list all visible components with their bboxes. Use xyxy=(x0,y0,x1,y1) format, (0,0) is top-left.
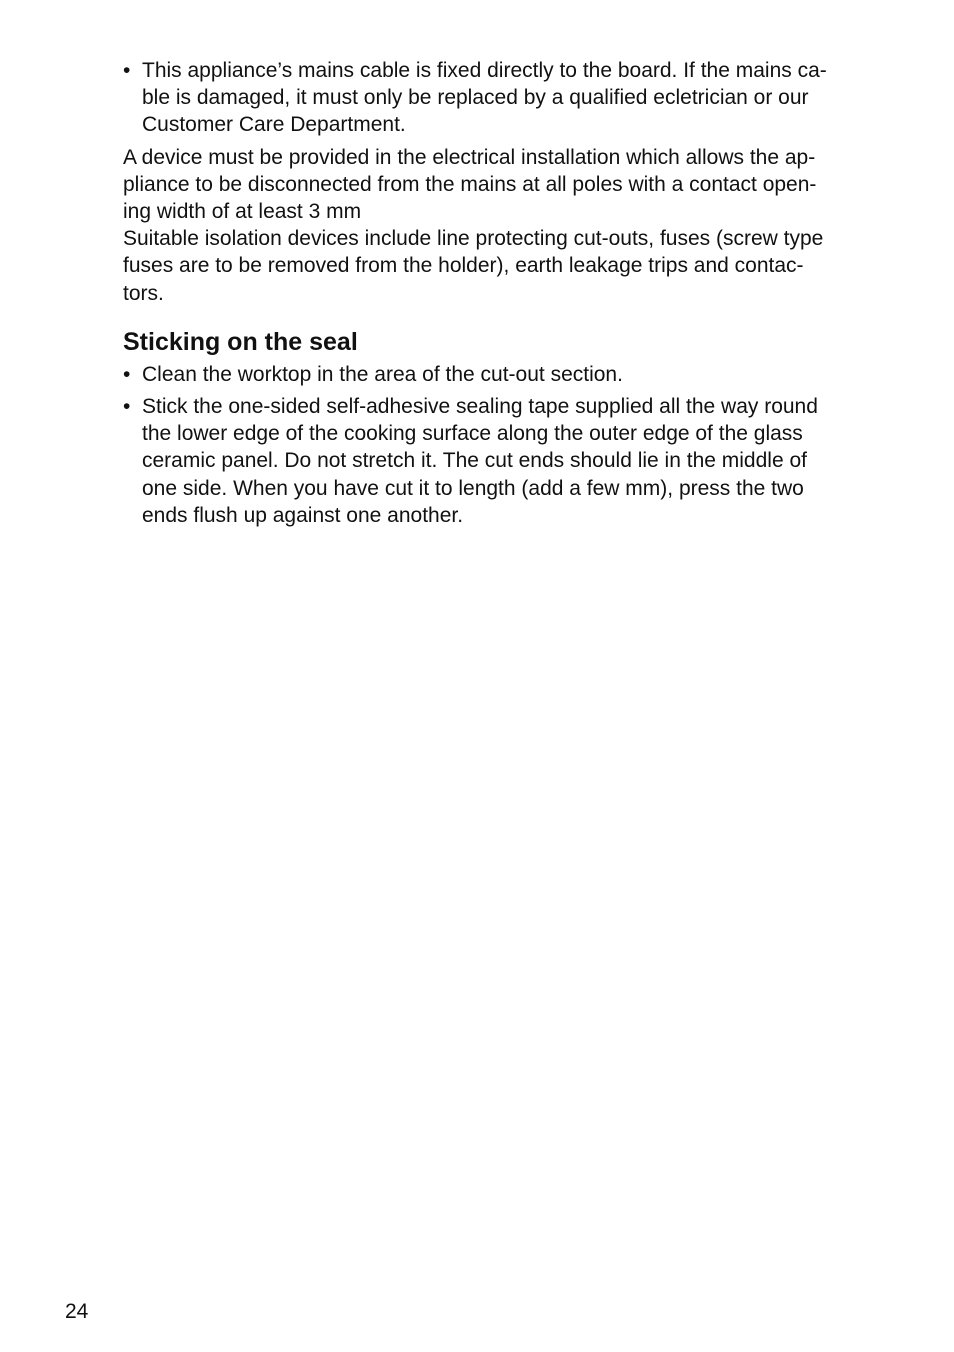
text-line: ing width of at least 3 mm xyxy=(123,200,362,224)
bullet-glyph: • xyxy=(123,59,131,82)
text-line: tors. xyxy=(123,281,164,305)
text-line: This appliance’s mains cable is fixed directly to the board. If the mains ca- xyxy=(142,59,827,82)
paragraph-disconnect-device xyxy=(123,144,893,226)
text-line: ends flush up against one another. xyxy=(142,503,464,527)
section-heading: Sticking on the seal xyxy=(123,327,358,356)
list-item-mains-cable xyxy=(123,57,893,139)
text-line: A device must be provided in the electrical installation which allows the ap- xyxy=(123,145,816,169)
page-content xyxy=(123,57,893,534)
bullet-glyph: • xyxy=(123,395,131,419)
text-line: fuses are to be removed from the holder), earth leakage trips and contac- xyxy=(123,254,804,278)
paragraph-isolation-devices xyxy=(123,225,893,307)
text-line: one side. When you have cut it to length (add a few mm), press the two xyxy=(142,476,804,500)
text-line: pliance to be disconnected from the mains at all poles with a contact open- xyxy=(123,172,817,196)
text-line: Clean the worktop in the area of the cut-out section. xyxy=(142,362,623,386)
text-line: ceramic panel. Do not stretch it. The cut ends should lie in the middle of xyxy=(142,449,807,473)
text-line: ble is damaged, it must only be replaced by a qualified ecletrician or our xyxy=(142,86,809,110)
text-line: Stick the one-sided self-adhesive sealing tape supplied all the way round xyxy=(142,395,818,419)
text-line: Suitable isolation devices include line protecting cut-outs, fuses (screw type xyxy=(123,227,824,251)
text-line: Customer Care Department. xyxy=(142,113,406,137)
bullet-glyph: • xyxy=(123,362,131,386)
list-item-clean-worktop xyxy=(123,361,893,388)
page-number: 24 xyxy=(65,1300,89,1323)
text-line: the lower edge of the cooking surface along the outer edge of the glass xyxy=(142,422,803,446)
list-item-stick-tape xyxy=(123,393,893,529)
